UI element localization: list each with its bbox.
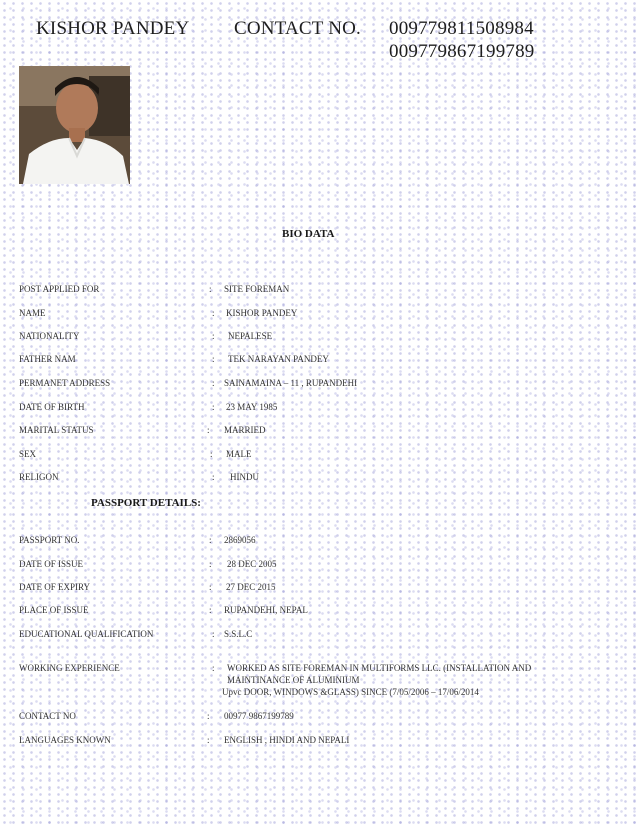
field-colon: :	[212, 402, 215, 412]
field-colon: :	[212, 663, 215, 673]
field-value-name: KISHOR PANDEY	[226, 308, 298, 318]
field-colon: :	[212, 331, 215, 341]
experience-line-1: WORKED AS SITE FOREMAN IN MULTIFORMS LLC. (INSTALLATION AND	[227, 663, 532, 673]
field-colon: :	[212, 354, 215, 364]
field-value-date-of-issue: 28 DEC 2005	[227, 559, 277, 569]
field-label-nationality: NATIONALITY	[19, 331, 80, 341]
field-value-education: S.S.L.C	[224, 629, 253, 639]
field-value-languages: ENGLISH , HINDI AND NEPALI	[224, 735, 350, 745]
field-label-father-name: FATHER NAM	[19, 354, 76, 364]
field-colon: :	[209, 582, 212, 592]
field-value-marital-status: MARRIED	[224, 425, 266, 435]
portrait-image	[19, 66, 130, 184]
field-label-date-of-expiry: DATE OF EXPIRY	[19, 582, 91, 592]
field-colon: :	[207, 735, 210, 745]
field-value-passport-no: 2869056	[224, 535, 256, 545]
field-value-sex: MALE	[226, 449, 252, 459]
candidate-name-heading: KISHOR PANDEY	[36, 18, 190, 39]
field-label-dob: DATE OF BIRTH	[19, 402, 85, 412]
field-value-address: SAINAMAINA – 11 , RUPANDEHI	[224, 378, 358, 388]
field-label-languages: LANGUAGES KNOWN	[19, 735, 111, 745]
field-value-post: SITE FOREMAN	[224, 284, 290, 294]
field-label-religion: RELIGON	[19, 472, 59, 482]
field-colon: :	[212, 308, 215, 318]
field-label-experience: WORKING EXPERIENCE	[19, 663, 120, 673]
field-colon: :	[209, 605, 212, 615]
phone-number-2: 009779867199789	[389, 41, 535, 62]
field-colon: :	[209, 284, 212, 294]
field-label-place-of-issue: PLACE OF ISSUE	[19, 605, 89, 615]
field-colon: :	[207, 425, 210, 435]
contact-label-heading: CONTACT NO.	[234, 18, 361, 39]
field-label-post: POST APPLIED FOR	[19, 284, 100, 294]
field-colon: :	[212, 472, 215, 482]
field-label-education: EDUCATIONAL QUALIFICATION	[19, 629, 154, 639]
field-value-nationality: NEPALESE	[228, 331, 273, 341]
field-colon: :	[212, 378, 215, 388]
field-colon: :	[210, 449, 213, 459]
field-value-dob: 23 MAY 1985	[226, 402, 278, 412]
bio-data-title: BIO DATA	[282, 228, 335, 240]
field-colon: :	[207, 711, 210, 721]
field-value-contact: 00977 9867199789	[224, 711, 294, 721]
field-label-passport-no: PASSPORT NO.	[19, 535, 80, 545]
phone-number-1: 009779811508984	[389, 18, 534, 39]
field-label-sex: SEX	[19, 449, 37, 459]
field-label-contact: CONTACT NO	[19, 711, 76, 721]
field-label-date-of-issue: DATE OF ISSUE	[19, 559, 84, 569]
field-colon: :	[209, 559, 212, 569]
passport-details-heading: PASSPORT DETAILS:	[91, 497, 201, 509]
field-label-name: NAME	[19, 308, 46, 318]
field-value-date-of-expiry: 27 DEC 2015	[226, 582, 276, 592]
field-label-address: PERMANET ADDRESS	[19, 378, 111, 388]
experience-line-2: MAINTINANCE OF ALUMINIUM	[227, 675, 360, 685]
experience-line-3: Upvc DOOR, WINDOWS &GLASS) SINCE (7/05/2006 – 17/06/2014	[222, 687, 479, 697]
field-value-place-of-issue: RUPANDEHI, NEPAL	[224, 605, 308, 615]
field-colon: :	[212, 629, 215, 639]
candidate-photo	[19, 66, 130, 184]
field-colon: :	[209, 535, 212, 545]
field-value-father-name: TEK NARAYAN PANDEY	[228, 354, 329, 364]
field-label-marital-status: MARITAL STATUS	[19, 425, 94, 435]
field-value-religion: HINDU	[230, 472, 259, 482]
